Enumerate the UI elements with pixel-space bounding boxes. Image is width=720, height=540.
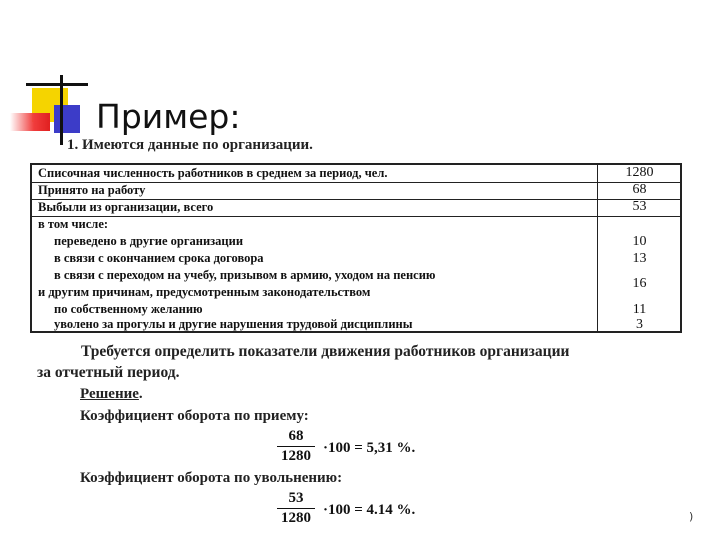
row-value: 3 [636,317,643,332]
task-statement [37,341,687,383]
row-value: 16 [632,276,647,291]
table-row [32,268,680,291]
row-value: 53 [632,199,647,214]
slide-title: Пример: [96,97,241,136]
table-row [32,217,680,233]
table-row [32,182,680,200]
row-value: 1280 [625,165,654,180]
fraction [277,490,315,527]
logo-red-bar [10,113,50,131]
formula-result: ·100 = 4.14 %. [323,502,416,518]
row-label: Принято на работу [38,183,146,197]
fraction [277,428,315,465]
table-row [32,285,680,301]
row-label: Списочная численность работников в среднем за период, чел. [38,166,388,180]
task-line: за отчетный период. [37,364,180,381]
solution-heading [80,386,143,403]
table-row [32,165,680,183]
fraction-bar [277,508,315,509]
row-label: в связи с переходом на учебу, призывом в армию, уходом на пенсию [54,268,436,282]
table-row [32,251,680,267]
table-row [32,199,680,217]
table-row [32,317,680,333]
row-value: 10 [632,234,647,249]
table-row [32,302,680,318]
row-value: 13 [632,251,647,266]
row-label: по собственному желанию [54,302,203,316]
fraction-bar [277,446,315,447]
formula-result: ·100 = 5,31 %. [323,440,416,456]
denominator: 1280 [281,510,311,526]
logo-blue-square [54,105,80,133]
coef-dismissal-label: Коэффициент оборота по увольнению: [80,470,343,486]
row-value: 68 [632,182,647,197]
denominator: 1280 [281,448,311,464]
task-line: Требуется определить показатели движения работников организации [81,343,570,360]
intro-text: 1. Имеются данные по организации. [67,137,313,153]
solution-label: Решение [80,386,139,402]
coef-hire-label: Коэффициент оборота по приему: [80,408,309,424]
table-row [32,234,680,250]
row-label: в связи с окончанием срока договора [54,251,264,265]
logo-horizontal-line [26,83,88,86]
numerator: 68 [288,428,304,444]
numerator: 53 [288,490,304,506]
row-label: и другим причинам, предусмотренным законодательством [38,285,371,299]
row-label: уволено за прогулы и другие нарушения трудовой дисциплины [54,317,413,331]
row-value: 11 [632,302,647,317]
solution-label-suffix: . [138,386,143,402]
row-label: переведено в другие организации [54,234,244,248]
data-table [30,163,682,333]
row-label: в том числе: [38,217,109,231]
page-mark: ) [689,510,694,523]
row-label: Выбыли из организации, всего [38,200,214,214]
